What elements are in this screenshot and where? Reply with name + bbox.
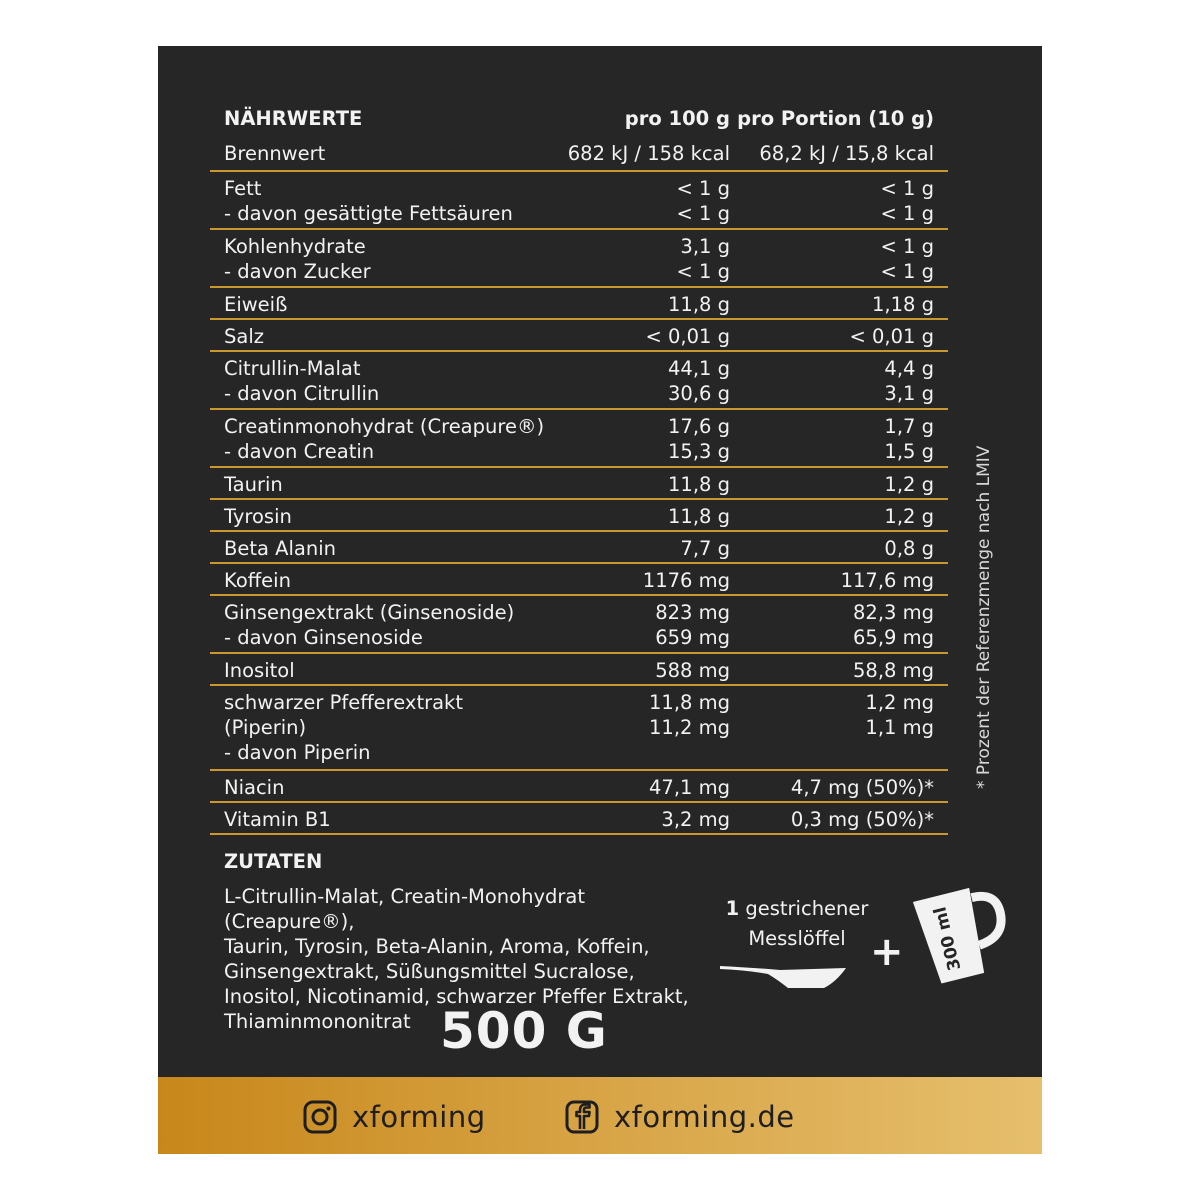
value-per-portion: < 1 g [880,177,934,200]
nutrient-name-cell [210,690,550,765]
nutrient-name-cell [210,658,550,683]
value-per-100g-cell [550,324,730,349]
value-per-portion-cell [730,234,948,284]
value-per-100g-cell [550,292,730,317]
brennwert-label: Brennwert [224,141,326,165]
value-per-portion-cell [730,658,948,683]
table-row [210,771,948,803]
value-per-portion: 65,9 mg [853,626,934,649]
value-per-100g: < 1 g [676,202,730,225]
value-per-portion: 1,2 g [884,505,934,528]
value-per-100g: 30,6 g [668,382,730,405]
nutrition-table [210,100,948,835]
nutrient-name: Eiweiß [224,293,288,316]
nutrient-name: Inositol [224,659,295,682]
nutrient-name-cell [210,324,550,349]
table-row-brennwert [210,136,948,172]
nutrient-name: - davon Piperin [224,741,371,764]
value-per-portion: 117,6 mg [840,569,934,592]
table-row [210,803,948,835]
label-panel [158,46,1042,1154]
nutrient-name: Fett [224,177,262,200]
net-weight: 500 G [440,1002,608,1060]
value-per-portion-cell [730,536,948,561]
dosage-line2: Messlöffel [748,927,846,950]
value-per-portion-cell [730,600,948,650]
value-per-100g: 11,2 mg [649,716,730,739]
value-per-portion: 0,8 g [884,537,934,560]
value-per-100g-cell [550,807,730,832]
value-per-100g-cell [550,775,730,800]
value-per-100g: < 1 g [676,177,730,200]
value-per-portion-cell [730,775,948,800]
value-per-100g: 1176 mg [642,569,730,592]
value-per-100g: 823 mg [655,601,730,624]
value-per-100g: 7,7 g [680,537,730,560]
nutrient-name: Taurin [224,473,283,496]
value-per-100g-cell [550,690,730,740]
nutrient-name: - davon Ginsenoside [224,626,423,649]
value-per-portion: < 0,01 g [849,325,934,348]
value-per-portion-cell [730,414,948,464]
nutrient-name-cell [210,356,550,406]
value-per-portion-cell [730,690,948,740]
nutrient-name-cell [210,536,550,561]
value-per-portion: 58,8 mg [853,659,934,682]
table-header [210,100,948,136]
value-per-100g-cell [550,536,730,561]
nutrient-name: Vitamin B1 [224,808,331,831]
dosage-count: 1 [725,897,740,920]
nutrient-name: Creatinmonohydrat (Creapure®) [224,415,545,438]
table-row [210,654,948,686]
brennwert-per-100g: 682 kJ / 158 kcal [567,141,730,165]
nutrient-name: Citrullin-Malat [224,357,361,380]
value-per-100g: 44,1 g [668,357,730,380]
value-per-100g-cell [550,356,730,406]
nutrient-name: Tyrosin [224,505,292,528]
dosage-instruction [702,894,892,954]
table-row [210,172,948,230]
value-per-portion: 1,1 mg [865,716,934,739]
measuring-scoop-icon [718,958,850,994]
value-per-portion: 1,5 g [884,440,934,463]
value-per-100g: < 0,01 g [645,325,730,348]
brennwert-per-portion: 68,2 kJ / 15,8 kcal [759,141,934,165]
facebook-link[interactable] [564,1099,795,1135]
value-per-portion: 4,7 mg (50%)* [790,776,934,799]
nutrient-name-cell [210,234,550,284]
value-per-portion-cell [730,292,948,317]
nutrient-name-cell [210,775,550,800]
value-per-100g: 11,8 g [668,473,730,496]
nutrient-name-cell [210,472,550,497]
value-per-portion: 1,2 g [884,473,934,496]
zutaten-line: Taurin, Tyrosin, Beta-Alanin, Aroma, Koffein, [224,935,650,958]
table-row [210,564,948,596]
value-per-100g-cell [550,472,730,497]
value-per-portion: 82,3 mg [853,601,934,624]
reference-note: * Prozent der Referenzmenge nach LMIV [974,446,994,790]
nutrient-name-cell [210,414,550,464]
table-row [210,410,948,468]
value-per-portion-cell [730,472,948,497]
table-row [210,288,948,320]
value-per-100g: < 1 g [676,260,730,283]
value-per-100g: 659 mg [655,626,730,649]
value-per-100g: 3,1 g [680,235,730,258]
zutaten-line: Thiaminmononitrat [224,1010,411,1033]
table-row [210,468,948,500]
value-per-100g: 3,2 mg [661,808,730,831]
value-per-portion-cell [730,356,948,406]
table-row [210,532,948,564]
value-per-portion-cell [730,504,948,529]
footer-bar [158,1077,1042,1154]
nutrient-name-cell [210,807,550,832]
value-per-portion-cell [730,568,948,593]
value-per-100g-cell [550,658,730,683]
value-per-portion: 1,18 g [872,293,934,316]
value-per-portion: 1,2 mg [865,691,934,714]
nutrient-name: Kohlenhydrate [224,235,366,258]
instagram-icon [302,1099,338,1135]
value-per-portion: < 1 g [880,235,934,258]
dosage-line1: gestrichener [739,897,869,920]
value-per-portion-cell [730,176,948,226]
header-per-portion: pro Portion (10 g) [737,106,934,130]
value-per-portion-cell [730,324,948,349]
facebook-handle: xforming.de [614,1100,795,1134]
value-per-portion: 0,3 mg (50%)* [790,808,934,831]
value-per-100g: 17,6 g [668,415,730,438]
value-per-portion-cell [730,807,948,832]
nutrient-name: Beta Alanin [224,537,337,560]
nutrient-name-cell [210,568,550,593]
value-per-portion: 3,1 g [884,382,934,405]
value-per-100g: 11,8 mg [649,691,730,714]
nutrient-name: (Piperin) [224,716,307,739]
nutrition-rows [210,172,948,835]
value-per-portion: < 1 g [880,202,934,225]
nutrient-name: - davon Citrullin [224,382,380,405]
value-per-portion: 4,4 g [884,357,934,380]
value-per-100g-cell [550,504,730,529]
nutrient-name-cell [210,600,550,650]
nutrient-name: Salz [224,325,264,348]
nutrient-name: schwarzer Pfefferextrakt [224,691,463,714]
nutrient-name: Koffein [224,569,291,592]
value-per-portion: < 1 g [880,260,934,283]
value-per-100g: 47,1 mg [649,776,730,799]
zutaten-line: Inositol, Nicotinamid, schwarzer Pfeffer Extrakt, [224,985,689,1008]
instagram-link[interactable] [302,1099,486,1135]
nutrient-name: Niacin [224,776,285,799]
value-per-100g: 15,3 g [668,440,730,463]
zutaten-line: L-Citrullin-Malat, Creatin-Monohydrat (Creapure®), [224,885,585,933]
instagram-handle: xforming [352,1100,486,1134]
value-per-100g-cell [550,568,730,593]
nutrient-name: Ginsengextrakt (Ginsenoside) [224,601,515,624]
value-per-100g-cell [550,234,730,284]
nutrient-name: - davon Creatin [224,440,375,463]
plus-sign: + [870,929,904,975]
header-per-100g: pro 100 g [624,106,730,130]
table-row [210,352,948,410]
value-per-100g: 11,8 g [668,505,730,528]
table-row [210,230,948,288]
zutaten-title: ZUTATEN [224,850,323,873]
nutrient-name-cell [210,504,550,529]
nutrient-name: - davon Zucker [224,260,371,283]
value-per-100g-cell [550,414,730,464]
value-per-100g: 588 mg [655,659,730,682]
value-per-100g: 11,8 g [668,293,730,316]
value-per-portion: 1,7 g [884,415,934,438]
table-row [210,596,948,654]
value-per-100g-cell [550,176,730,226]
header-naehrwerte: NÄHRWERTE [224,106,363,130]
measuring-cup-icon [904,874,1012,996]
zutaten-line: Ginsengextrakt, Süßungsmittel Sucralose, [224,960,635,983]
nutrient-name: - davon gesättigte Fettsäuren [224,202,513,225]
facebook-icon [564,1099,600,1135]
value-per-100g-cell [550,600,730,650]
table-row [210,500,948,532]
table-row [210,320,948,352]
table-row [210,686,948,771]
nutrient-name-cell [210,292,550,317]
nutrient-name-cell [210,176,550,226]
cup-label: 300 ml [930,904,966,973]
